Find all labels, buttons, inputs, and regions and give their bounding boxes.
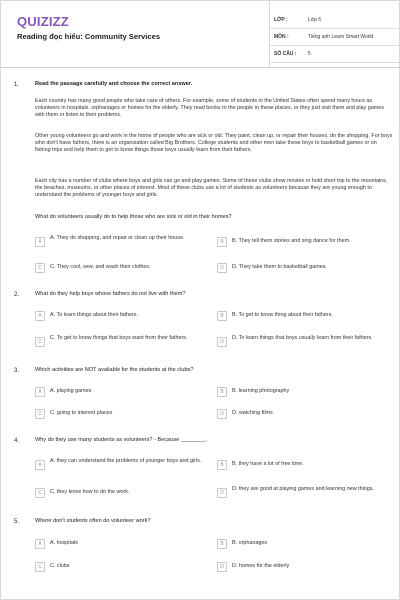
passage-paragraph: Each country has many good people who take care of others. For example, some of students in the United States often spend many hours as volunteers in hospitals, orphanages or homes for the elderly. They read books to the people in these places, or they just visit them and play games with them or listen to their problems. [35, 98, 384, 119]
option-text: B. They tell them stories and sing dance for them. [232, 238, 351, 244]
option-text: B. they have a lot of free time. [232, 461, 304, 467]
option-letter-box: D [217, 337, 227, 347]
option-letter-box: B [217, 311, 227, 321]
option-letter-box: B [217, 539, 227, 549]
meta-label: SỐ CÂU : [274, 51, 297, 57]
meta-row-class [270, 12, 400, 29]
option-text: D. watching films [232, 410, 273, 416]
option-letter-box: B [217, 237, 227, 247]
meta-row-subject [270, 29, 400, 46]
option-letter-box: B [217, 460, 227, 470]
question-prompt: Where don't students often do volunteer work? [35, 518, 151, 524]
option-letter-box: C [35, 263, 45, 273]
option-letter-box: C [35, 488, 45, 498]
question-instruction: Read the passage carefully and choose the correct answer. [35, 81, 193, 87]
option-letter-box: D [217, 409, 227, 419]
question-number: 5. [14, 519, 20, 525]
question-prompt: What do they help boys whose fathers do not live with them? [35, 291, 186, 297]
question-number: 4. [14, 438, 20, 444]
question-prompt: Why do they use many students as volunteers? - Because ________. [35, 437, 208, 443]
option-text: B. orphanages [232, 540, 268, 546]
option-text: A. To learn things about their fathers. [50, 312, 138, 318]
meta-value: Tiếng anh Learn Smart World [308, 34, 374, 40]
meta-value: Lớp 6 [308, 17, 322, 23]
question-number: 1. [14, 82, 20, 88]
option-text: C. To get to know things that boys want from their fathers. [50, 335, 188, 341]
question-prompt: Which activities are NOT available for the students at the clubs? [35, 367, 194, 373]
option-letter-box: B [217, 387, 227, 397]
meta-value: 5 [308, 51, 311, 57]
option-text: D. They take them to basketball games. [232, 264, 327, 270]
question-number: 3. [14, 368, 20, 374]
question-number: 2. [14, 292, 20, 298]
option-text: A. hospitals [50, 540, 78, 546]
option-letter-box: C [35, 337, 45, 347]
worksheet-header [1, 1, 400, 68]
option-text: D. homes for the elderly [232, 563, 290, 569]
option-letter-box: A [35, 237, 45, 247]
option-text: C. They cool, sew, and wash their clothes. [50, 264, 151, 270]
meta-label: MÔN : [274, 34, 289, 40]
option-text: C. going to interest places [50, 410, 113, 416]
option-letter-box: A [35, 311, 45, 321]
option-text: C. they know how to do the work. [50, 489, 130, 495]
option-letter-box: C [35, 409, 45, 419]
option-text: B. learning photography [232, 388, 290, 394]
option-letter-box: A [35, 387, 45, 397]
option-letter-box: D [217, 562, 227, 572]
option-text: B. To get to know thing about their fathers. [232, 312, 333, 318]
option-letter-box: D [217, 263, 227, 273]
meta-panel [269, 1, 400, 68]
option-letter-box: A [35, 460, 45, 470]
option-letter-box: A [35, 539, 45, 549]
option-text: D. they are good at playing games and learning new things. [232, 486, 375, 492]
option-letter-box: C [35, 562, 45, 572]
option-text: D. To learn things that boys usually learn from their fathers. [232, 335, 373, 341]
meta-row-question-count [270, 46, 400, 63]
question-prompt: What do volunteers usually do to help those who are sick or old in their homes? [35, 214, 232, 220]
option-text: A. they can understand the problems of younger boys and girls. [50, 458, 202, 464]
option-text: C. clubs [50, 563, 70, 569]
meta-label: LỚP : [274, 17, 288, 23]
passage-paragraph: Other young volunteers go and work in the home of people who are sick or old. They paint, clean up, or repair their houses, do the shopping. For boys who don't have fathers, there is an organization called Big Brothers. College students and other men take these boys to basketball games or on fishing trips and help them to get to know things those boys usually learn from their fathers. [35, 133, 393, 154]
worksheet-title: Reading đọc hiểu: Community Services [17, 32, 161, 41]
passage-paragraph: Each city has a number of clubs where boys and girls can go and play games. Some of these clubs show movies or hold short trip to the mountains, the beaches, museums, or other places of interest. Most of these clubs use a lot of students as volunteers because they are young enough to understand the problems of younger boys and girls. [35, 178, 388, 199]
quizizz-logo: QUIZIZZ [17, 14, 69, 29]
option-text: A. They do shopping, and repair or clean up their house. [50, 235, 185, 241]
option-letter-box: D [217, 488, 227, 498]
option-text: A. playing games [50, 388, 92, 394]
